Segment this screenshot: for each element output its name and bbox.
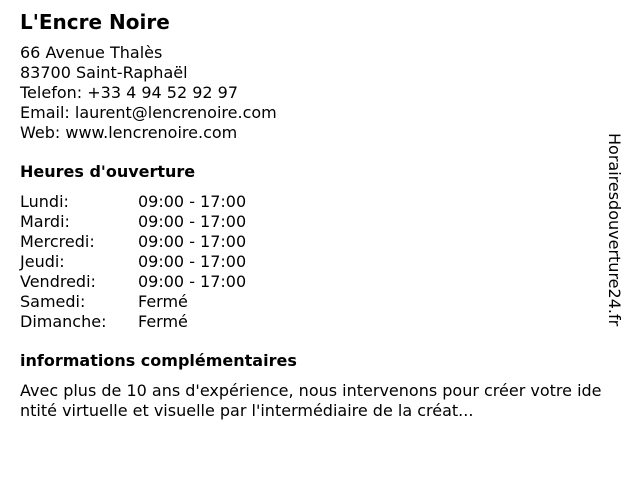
day-label: Mardi:	[20, 212, 70, 231]
time-value: 09:00 - 17:00	[138, 272, 247, 291]
hours-row-saturday	[20, 292, 610, 312]
time-value: 09:00 - 17:00	[138, 252, 247, 271]
day-label: Vendredi:	[20, 272, 96, 291]
web-line: Web: www.lencrenoire.com	[20, 123, 238, 142]
hours-row-wednesday	[20, 232, 610, 252]
site-watermark: Horairesdouverture24.fr	[605, 133, 624, 327]
day-label: Jeudi:	[20, 252, 65, 271]
additional-info-heading: informations complémentaires	[20, 351, 297, 370]
hours-row-friday	[20, 272, 610, 292]
address-line-1: 66 Avenue Thalès	[20, 43, 163, 62]
day-label: Lundi:	[20, 192, 69, 211]
hours-row-thursday	[20, 252, 610, 272]
day-label: Dimanche:	[20, 312, 107, 331]
additional-info-text: Avec plus de 10 ans d'expérience, nous intervenons pour créer votre identité virtuelle et visuelle par l'intermédiaire de la créat...	[20, 381, 602, 420]
time-value: 09:00 - 17:00	[138, 212, 247, 231]
email-line: Email: laurent@lencrenoire.com	[20, 103, 277, 122]
phone-line: Telefon: +33 4 94 52 92 97	[20, 83, 239, 102]
day-label: Mercredi:	[20, 232, 95, 251]
hours-row-monday	[20, 192, 610, 212]
business-name: L'Encre Noire	[20, 10, 170, 34]
address-line-2: 83700 Saint-Raphaël	[20, 63, 188, 82]
opening-hours-heading: Heures d'ouverture	[20, 162, 196, 181]
time-value: 09:00 - 17:00	[138, 192, 247, 211]
opening-hours-table	[20, 192, 610, 332]
hours-row-tuesday	[20, 212, 610, 232]
day-label: Samedi:	[20, 292, 86, 311]
time-value: 09:00 - 17:00	[138, 232, 247, 251]
time-value: Fermé	[138, 312, 188, 331]
business-card	[20, 10, 610, 421]
hours-row-sunday	[20, 312, 610, 332]
time-value: Fermé	[138, 292, 188, 311]
